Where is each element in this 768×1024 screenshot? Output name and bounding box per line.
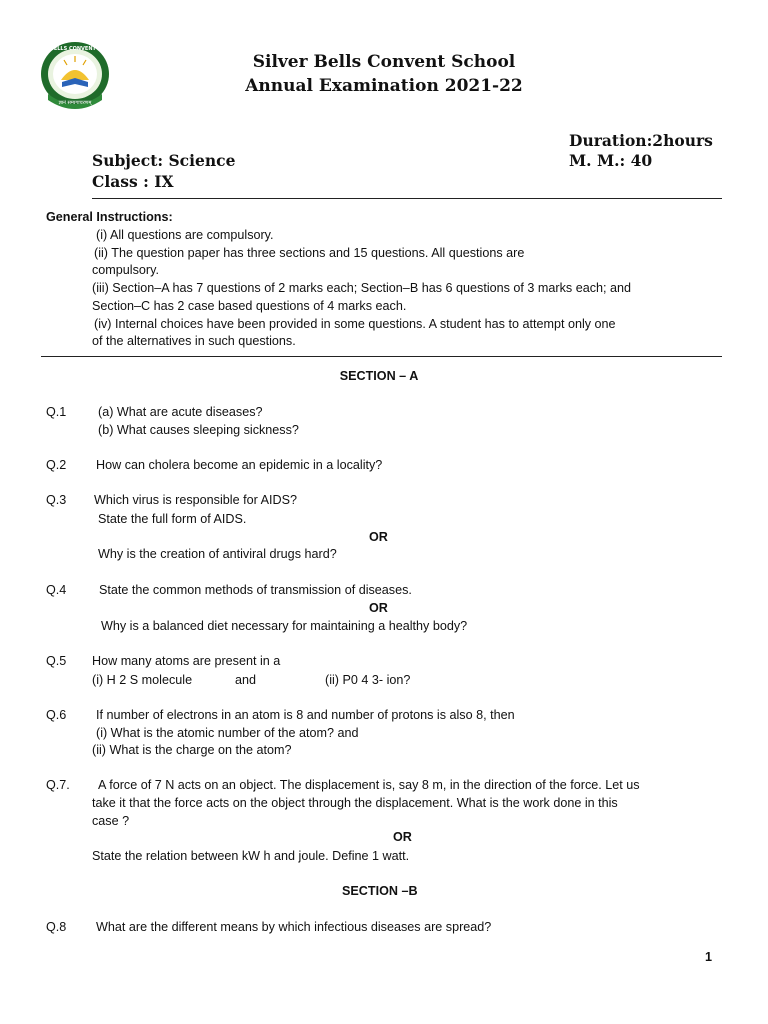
section-b-heading: SECTION –B xyxy=(342,884,418,898)
question-text: Why is the creation of antiviral drugs hard? xyxy=(98,547,337,561)
section-a-heading: SECTION – A xyxy=(339,369,419,383)
instructions-heading: General Instructions: xyxy=(46,210,173,224)
question-number: Q.1 xyxy=(46,405,67,419)
divider-instructions xyxy=(41,356,722,357)
max-marks: M. M.: 40 xyxy=(569,151,653,170)
divider-top xyxy=(92,198,722,199)
instruction-line: (i) All questions are compulsory. xyxy=(96,228,274,242)
question-text: (ii) P0 4 3- ion? xyxy=(325,673,411,687)
question-text: A force of 7 N acts on an object. The displacement is, say 8 m, in the direction of the force. Let us xyxy=(98,778,640,792)
question-number: Q.3 xyxy=(46,493,67,507)
question-text: (i) What is the atomic number of the atom? and xyxy=(96,726,359,740)
question-number: Q.2 xyxy=(46,458,67,472)
instruction-line: (iv) Internal choices have been provided in some questions. A student has to attempt only one xyxy=(94,317,616,331)
question-text: How many atoms are present in a xyxy=(92,654,281,668)
page-number: 1 xyxy=(705,950,713,964)
logo-motto: ज्ञानं सम्यगाचरणम् xyxy=(58,100,92,106)
question-text: How can cholera become an epidemic in a locality? xyxy=(96,458,383,472)
question-number: Q.7. xyxy=(46,778,70,792)
question-text: If number of electrons in an atom is 8 and number of protons is also 8, then xyxy=(96,708,515,722)
question-number: Q.8 xyxy=(46,920,67,934)
or-label: OR xyxy=(393,830,412,844)
question-text: (i) H 2 S molecule xyxy=(92,673,193,687)
school-name: Silver Bells Convent School xyxy=(252,52,516,72)
question-number: Q.4 xyxy=(46,583,67,597)
question-text: (ii) What is the charge on the atom? xyxy=(92,743,292,757)
instruction-line: Section–C has 2 case based questions of 4 marks each. xyxy=(92,299,407,313)
question-text: Why is a balanced diet necessary for maintaining a healthy body? xyxy=(101,619,468,633)
or-label: OR xyxy=(369,601,388,615)
question-number: Q.5 xyxy=(46,654,67,668)
instruction-line: of the alternatives in such questions. xyxy=(92,334,296,348)
exam-title: Annual Examination 2021-22 xyxy=(245,76,523,96)
question-text: State the common methods of transmission of diseases. xyxy=(99,583,412,597)
question-text: State the full form of AIDS. xyxy=(98,512,247,526)
question-number: Q.6 xyxy=(46,708,67,722)
question-text: State the relation between kW h and joule. Define 1 watt. xyxy=(92,849,410,863)
or-label: OR xyxy=(369,530,388,544)
instruction-line: compulsory. xyxy=(92,263,159,277)
logo-text: SILVER BELLS CONVENT SCHOOL xyxy=(29,46,121,52)
question-text: (a) What are acute diseases? xyxy=(98,405,263,419)
duration: Duration:2hours xyxy=(569,131,713,150)
question-text: take it that the force acts on the object through the displacement. What is the work done in this xyxy=(92,796,618,810)
question-text: What are the different means by which infectious diseases are spread? xyxy=(96,920,492,934)
question-text: and xyxy=(235,673,257,687)
question-text: Which virus is responsible for AIDS? xyxy=(94,493,297,507)
instruction-line: (ii) The question paper has three sections and 15 questions. All questions are xyxy=(94,246,525,260)
question-text: case ? xyxy=(92,814,130,828)
instruction-line: (iii) Section–A has 7 questions of 2 marks each; Section–B has 6 questions of 3 marks each; and xyxy=(92,281,632,295)
class: Class : IX xyxy=(92,172,174,191)
subject: Subject: Science xyxy=(92,151,236,170)
question-text: (b) What causes sleeping sickness? xyxy=(98,423,299,437)
